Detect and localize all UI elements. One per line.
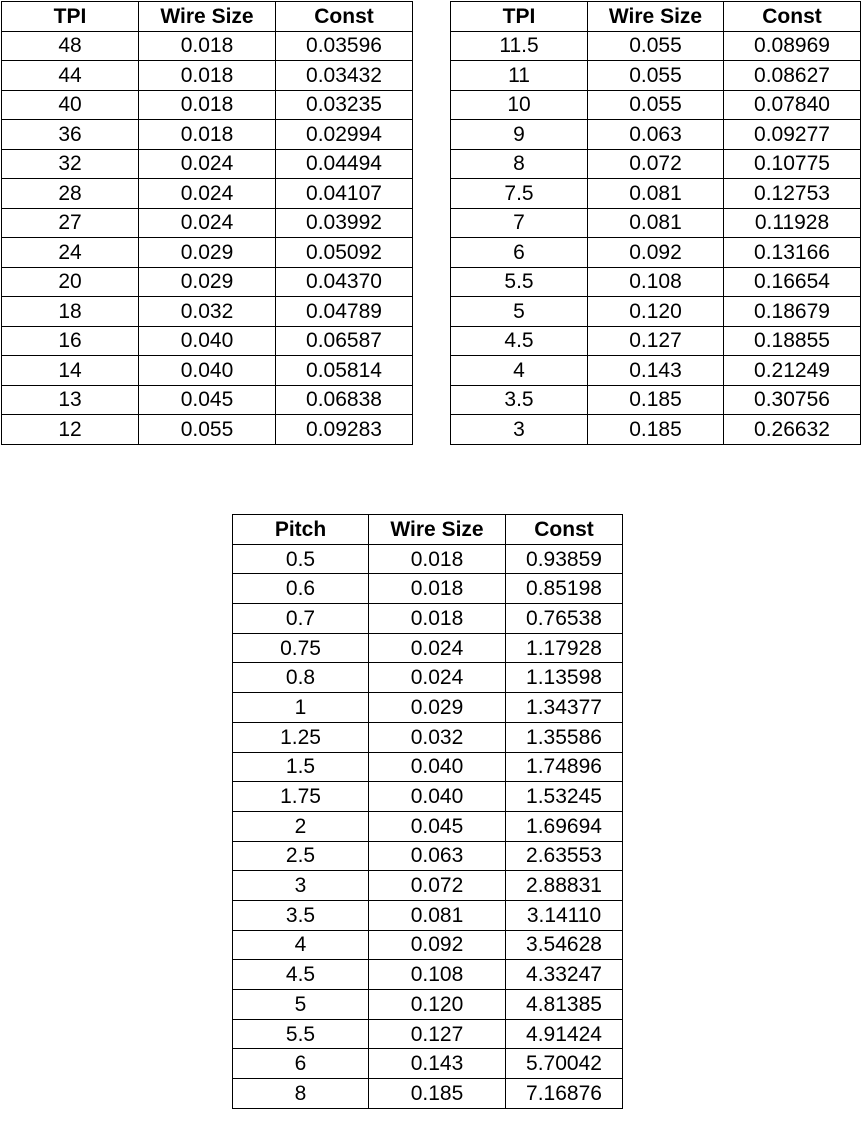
const-column-header: Const (506, 515, 623, 545)
pitch-table (232, 514, 623, 1109)
table-row (2, 61, 413, 91)
first-cell: 24 (2, 238, 139, 268)
table-row (233, 574, 623, 604)
first-cell: 28 (2, 179, 139, 209)
const-cell: 0.13166 (724, 238, 861, 268)
first-cell: 12 (2, 415, 139, 445)
wire-size-cell: 0.092 (369, 930, 506, 960)
wire-size-cell: 0.024 (139, 149, 276, 179)
wire-size-cell: 0.055 (139, 415, 276, 445)
wire-size-cell: 0.045 (139, 385, 276, 415)
wire-size-cell: 0.120 (588, 297, 724, 327)
table-row (451, 326, 861, 356)
first-cell: 0.7 (233, 604, 369, 634)
const-cell: 0.03235 (276, 90, 413, 120)
const-cell: 0.85198 (506, 574, 623, 604)
first-cell: 4 (451, 356, 588, 386)
const-cell: 0.08627 (724, 61, 861, 91)
const-column-header: Const (276, 2, 413, 32)
wire-size-cell: 0.018 (139, 31, 276, 61)
table-row (2, 415, 413, 445)
table-row (2, 208, 413, 238)
wire-size-cell: 0.055 (588, 31, 724, 61)
wire-size-cell: 0.032 (369, 722, 506, 752)
first-cell: 5.5 (233, 1019, 369, 1049)
const-cell: 2.63553 (506, 841, 623, 871)
table-row (451, 90, 861, 120)
const-cell: 3.14110 (506, 900, 623, 930)
tpi-column-header: TPI (2, 2, 139, 32)
table-row (451, 415, 861, 445)
wire-size-cell: 0.029 (139, 238, 276, 268)
wire-size-cell: 0.092 (588, 238, 724, 268)
table-row (233, 841, 623, 871)
const-cell: 0.02994 (276, 120, 413, 150)
first-cell: 8 (451, 149, 588, 179)
first-cell: 14 (2, 356, 139, 386)
first-cell: 36 (2, 120, 139, 150)
first-cell: 3.5 (451, 385, 588, 415)
table-body (233, 544, 623, 1108)
wire-size-cell: 0.024 (139, 179, 276, 209)
first-cell: 5 (451, 297, 588, 327)
table-row (233, 960, 623, 990)
table-row (2, 149, 413, 179)
table-row (451, 297, 861, 327)
table-row (233, 752, 623, 782)
table-row (233, 871, 623, 901)
first-cell: 2.5 (233, 841, 369, 871)
first-cell: 32 (2, 149, 139, 179)
const-cell: 0.03596 (276, 31, 413, 61)
first-cell: 16 (2, 326, 139, 356)
wire-size-column-header: Wire Size (588, 2, 724, 32)
table-row (451, 238, 861, 268)
table-row (451, 120, 861, 150)
first-cell: 44 (2, 61, 139, 91)
const-cell: 0.09277 (724, 120, 861, 150)
wire-size-cell: 0.063 (588, 120, 724, 150)
first-cell: 1.75 (233, 782, 369, 812)
first-cell: 4.5 (233, 960, 369, 990)
wire-size-cell: 0.072 (369, 871, 506, 901)
const-cell: 0.09283 (276, 415, 413, 445)
wire-size-cell: 0.055 (588, 90, 724, 120)
wire-size-cell: 0.045 (369, 811, 506, 841)
table-row (2, 356, 413, 386)
const-cell: 0.06838 (276, 385, 413, 415)
wire-size-cell: 0.018 (139, 120, 276, 150)
table-row (233, 900, 623, 930)
const-cell: 0.04494 (276, 149, 413, 179)
first-cell: 3 (233, 871, 369, 901)
const-cell: 1.34377 (506, 693, 623, 723)
const-cell: 1.13598 (506, 663, 623, 693)
wire-size-cell: 0.040 (369, 752, 506, 782)
first-cell: 4.5 (451, 326, 588, 356)
const-cell: 0.18679 (724, 297, 861, 327)
table-header-row (233, 515, 623, 545)
const-cell: 1.69694 (506, 811, 623, 841)
first-cell: 48 (2, 31, 139, 61)
first-cell: 11.5 (451, 31, 588, 61)
first-cell: 13 (2, 385, 139, 415)
table-row (233, 930, 623, 960)
wire-size-cell: 0.032 (139, 297, 276, 327)
first-cell: 0.5 (233, 544, 369, 574)
wire-size-cell: 0.029 (139, 267, 276, 297)
table-row (233, 811, 623, 841)
first-cell: 20 (2, 267, 139, 297)
first-cell: 10 (451, 90, 588, 120)
const-cell: 1.53245 (506, 782, 623, 812)
table-row (233, 633, 623, 663)
table-row (2, 238, 413, 268)
const-cell: 0.11928 (724, 208, 861, 238)
const-cell: 0.93859 (506, 544, 623, 574)
wire-size-cell: 0.185 (588, 385, 724, 415)
const-cell: 5.70042 (506, 1049, 623, 1079)
const-cell: 1.35586 (506, 722, 623, 752)
const-cell: 0.16654 (724, 267, 861, 297)
table-row (2, 385, 413, 415)
first-cell: 3 (451, 415, 588, 445)
first-cell: 7.5 (451, 179, 588, 209)
const-cell: 4.33247 (506, 960, 623, 990)
const-cell: 0.26632 (724, 415, 861, 445)
first-cell: 1 (233, 693, 369, 723)
tpi-table-right (450, 1, 861, 445)
table-row (233, 990, 623, 1020)
first-cell: 1.5 (233, 752, 369, 782)
table-row (233, 722, 623, 752)
wire-size-cell: 0.024 (369, 633, 506, 663)
const-cell: 1.17928 (506, 633, 623, 663)
first-cell: 1.25 (233, 722, 369, 752)
wire-size-cell: 0.018 (139, 61, 276, 91)
first-cell: 0.6 (233, 574, 369, 604)
wire-size-cell: 0.040 (139, 326, 276, 356)
table-row (2, 297, 413, 327)
table-body (2, 31, 413, 444)
wire-size-cell: 0.024 (369, 663, 506, 693)
table-row (2, 120, 413, 150)
const-cell: 0.04789 (276, 297, 413, 327)
const-cell: 0.30756 (724, 385, 861, 415)
const-cell: 4.81385 (506, 990, 623, 1020)
wire-size-cell: 0.108 (369, 960, 506, 990)
first-cell: 6 (451, 238, 588, 268)
tpi-column-header: TPI (451, 2, 588, 32)
wire-size-cell: 0.120 (369, 990, 506, 1020)
wire-size-cell: 0.143 (588, 356, 724, 386)
table-row (2, 267, 413, 297)
first-cell: 2 (233, 811, 369, 841)
table-header-row (2, 2, 413, 32)
first-cell: 7 (451, 208, 588, 238)
wire-size-cell: 0.081 (369, 900, 506, 930)
first-cell: 18 (2, 297, 139, 327)
const-cell: 0.08969 (724, 31, 861, 61)
wire-size-cell: 0.185 (369, 1079, 506, 1109)
first-cell: 8 (233, 1079, 369, 1109)
first-cell: 4 (233, 930, 369, 960)
table-row (2, 179, 413, 209)
table-row (451, 267, 861, 297)
table-row (2, 326, 413, 356)
first-cell: 27 (2, 208, 139, 238)
wire-size-cell: 0.081 (588, 208, 724, 238)
wire-size-cell: 0.108 (588, 267, 724, 297)
const-cell: 0.18855 (724, 326, 861, 356)
first-cell: 0.8 (233, 663, 369, 693)
const-cell: 0.21249 (724, 356, 861, 386)
wire-size-cell: 0.127 (588, 326, 724, 356)
wire-size-cell: 0.018 (139, 90, 276, 120)
table-row (233, 604, 623, 634)
table-row (451, 356, 861, 386)
wire-size-cell: 0.029 (369, 693, 506, 723)
first-cell: 3.5 (233, 900, 369, 930)
wire-size-column-header: Wire Size (139, 2, 276, 32)
wire-size-cell: 0.018 (369, 604, 506, 634)
const-cell: 0.12753 (724, 179, 861, 209)
const-column-header: Const (724, 2, 861, 32)
const-cell: 0.05814 (276, 356, 413, 386)
table-row (233, 544, 623, 574)
wire-size-cell: 0.040 (139, 356, 276, 386)
table-row (233, 1079, 623, 1109)
const-cell: 0.10775 (724, 149, 861, 179)
table-row (233, 1049, 623, 1079)
const-cell: 0.04107 (276, 179, 413, 209)
wire-size-cell: 0.143 (369, 1049, 506, 1079)
table-row (233, 782, 623, 812)
pitch-column-header: Pitch (233, 515, 369, 545)
table-body (451, 31, 861, 444)
tpi-table-left (1, 1, 413, 445)
table-header-row (451, 2, 861, 32)
wire-size-cell: 0.185 (588, 415, 724, 445)
wire-size-cell: 0.040 (369, 782, 506, 812)
table-row (451, 31, 861, 61)
wire-size-column-header: Wire Size (369, 515, 506, 545)
const-cell: 0.06587 (276, 326, 413, 356)
const-cell: 0.03432 (276, 61, 413, 91)
wire-size-cell: 0.024 (139, 208, 276, 238)
table-row (2, 31, 413, 61)
table-row (451, 179, 861, 209)
const-cell: 1.74896 (506, 752, 623, 782)
first-cell: 9 (451, 120, 588, 150)
table-row (233, 693, 623, 723)
wire-size-cell: 0.018 (369, 544, 506, 574)
const-cell: 0.04370 (276, 267, 413, 297)
first-cell: 5 (233, 990, 369, 1020)
table-row (2, 90, 413, 120)
const-cell: 0.07840 (724, 90, 861, 120)
table-row (233, 1019, 623, 1049)
first-cell: 6 (233, 1049, 369, 1079)
wire-size-cell: 0.081 (588, 179, 724, 209)
table-row (451, 61, 861, 91)
first-cell: 40 (2, 90, 139, 120)
table-row (451, 149, 861, 179)
table-row (451, 208, 861, 238)
wire-size-cell: 0.055 (588, 61, 724, 91)
wire-size-cell: 0.127 (369, 1019, 506, 1049)
const-cell: 0.76538 (506, 604, 623, 634)
table-row (233, 663, 623, 693)
table-row (451, 385, 861, 415)
first-cell: 11 (451, 61, 588, 91)
const-cell: 7.16876 (506, 1079, 623, 1109)
const-cell: 3.54628 (506, 930, 623, 960)
wire-size-cell: 0.072 (588, 149, 724, 179)
first-cell: 0.75 (233, 633, 369, 663)
const-cell: 0.03992 (276, 208, 413, 238)
wire-size-cell: 0.018 (369, 574, 506, 604)
wire-size-cell: 0.063 (369, 841, 506, 871)
const-cell: 0.05092 (276, 238, 413, 268)
first-cell: 5.5 (451, 267, 588, 297)
const-cell: 2.88831 (506, 871, 623, 901)
const-cell: 4.91424 (506, 1019, 623, 1049)
